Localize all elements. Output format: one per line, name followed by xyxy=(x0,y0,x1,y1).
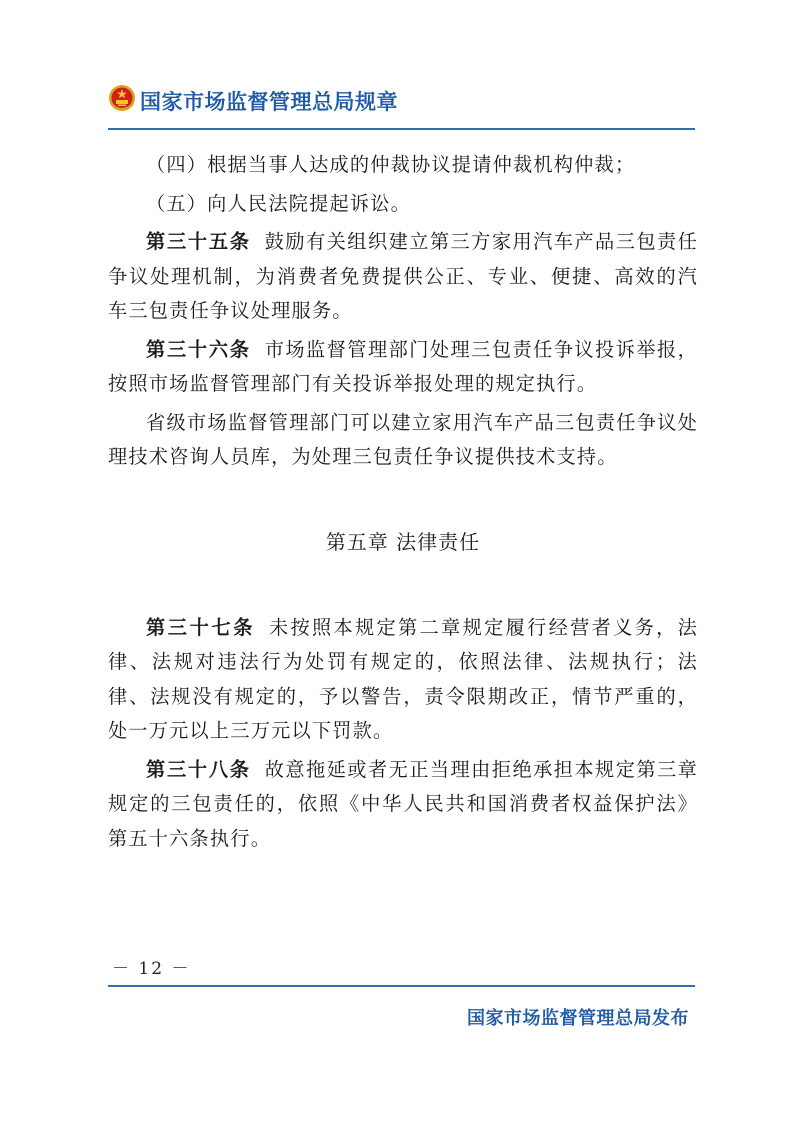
article-36 xyxy=(108,333,698,402)
article-text: 故意拖延或者无正当理由拒绝承担本规定第三章规定的三包责任的，依照《中华人民共和国消费者权益保护法》第五十六条执行。 xyxy=(108,757,699,850)
chapter-title: 第五章 法律责任 xyxy=(325,529,481,554)
article-36-paragraph-2: 省级市场监督管理部门可以建立家用汽车产品三包责任争议处理技术咨询人员库，为处理三包责任争议提供技术支持。 xyxy=(108,410,698,468)
document-body xyxy=(108,148,698,860)
article-text: 市场监督管理部门处理三包责任争议投诉举报，按照市场监督管理部门有关投诉举报处理的规定执行。 xyxy=(108,337,699,395)
list-item-4: （四）根据当事人达成的仲裁协议提请仲裁机构仲裁； xyxy=(146,153,636,176)
article-text: 鼓励有关组织建立第三方家用汽车产品三包责任争议处理机制，为消费者免费提供公正、专业、便捷、高效的汽车三包责任争议处理服务。 xyxy=(108,230,699,322)
article-label: 第三十六条 xyxy=(146,337,251,361)
article-label: 第三十七条 xyxy=(146,615,256,639)
footer-divider xyxy=(108,985,695,987)
national-emblem-icon xyxy=(108,84,136,112)
page-number: － 12 － xyxy=(112,959,191,979)
article-35 xyxy=(108,225,698,329)
article-label: 第三十八条 xyxy=(146,757,251,781)
article-37 xyxy=(108,611,698,749)
header-divider xyxy=(108,128,695,130)
page-header xyxy=(108,84,696,130)
article-label: 第三十五条 xyxy=(146,230,251,253)
footer-publisher: 国家市场监督管理总局发布 xyxy=(467,1008,689,1029)
article-text: 未按照本规定第二章规定履行经营者义务，法律、法规对违法行为处罚有规定的，依照法律、法规执行；法律、法规没有规定的，予以警告，责令限期改正，情节严重的，处一万元以上三万元以下罚款。 xyxy=(108,615,699,742)
article-38 xyxy=(108,753,698,857)
list-item-5: （五）向人民法院提起诉讼。 xyxy=(146,191,412,215)
header-title: 国家市场监督管理总局规章 xyxy=(140,90,398,114)
